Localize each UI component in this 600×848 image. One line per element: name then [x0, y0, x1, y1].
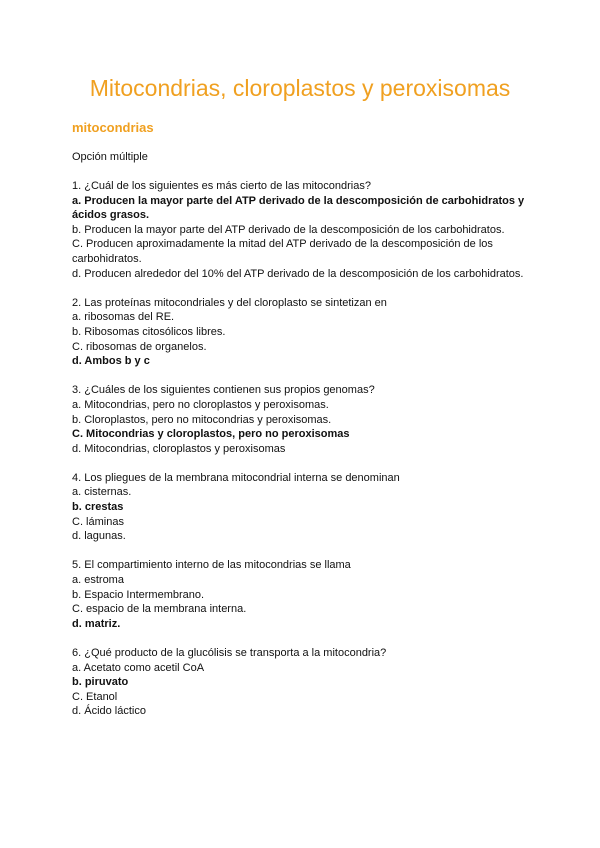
question-text: 4. Los pliegues de la membrana mitocondrial interna se denominan	[72, 471, 400, 484]
answer-option: b. Cloroplastos, pero no mitocondrias y peroxisomas.	[72, 413, 332, 426]
correct-answer-option: C. Mitocondrias y cloroplastos, pero no peroxisomas	[72, 428, 350, 441]
correct-answer-option: a. Producen la mayor parte del ATP derivado de la descomposición de carbohidratos y ácidos grasos.	[72, 194, 528, 222]
question-block	[72, 179, 532, 281]
answer-option: b. Producen la mayor parte del ATP derivado de la descomposición de los carbohidratos.	[72, 223, 505, 236]
answer-option: C. láminas	[72, 515, 124, 528]
answer-option: a. Acetato como acetil CoA	[72, 661, 205, 674]
question-block	[72, 383, 532, 456]
question-text: 2. Las proteínas mitocondriales y del cloroplasto se sintetizan en	[72, 296, 387, 309]
correct-answer-option: d. matriz.	[72, 617, 121, 630]
answer-option: C. Etanol	[72, 690, 118, 703]
question-text: 3. ¿Cuáles de los siguientes contienen sus propios genomas?	[72, 384, 375, 397]
answer-option: b. Ribosomas citosólicos libres.	[72, 325, 226, 338]
answer-option: a. estroma	[72, 574, 124, 587]
question-text: 6. ¿Qué producto de la glucólisis se transporta a la mitocondria?	[72, 647, 387, 659]
correct-answer-option: b. crestas	[72, 501, 124, 514]
answer-option: d. Mitocondrias, cloroplastos y peroxisomas	[72, 442, 286, 455]
question-block	[72, 471, 532, 544]
answer-option: C. espacio de la membrana interna.	[72, 603, 247, 616]
question-block	[72, 646, 532, 719]
section-intro: Opción múltiple	[72, 151, 148, 163]
answer-option: d. Producen alrededor del 10% del ATP derivado de la descomposición de los carbohidratos.	[72, 267, 524, 280]
answer-option: d. Ácido láctico	[72, 705, 146, 718]
question-list	[72, 179, 532, 734]
section-heading: mitocondrias	[72, 120, 154, 135]
answer-option: C. ribosomas de organelos.	[72, 340, 207, 353]
question-text: 5. El compartimiento interno de las mitocondrias se llama	[72, 559, 351, 572]
document-title: Mitocondrias, cloroplastos y peroxisomas	[89, 75, 511, 101]
answer-option: a. Mitocondrias, pero no cloroplastos y peroxisomas.	[72, 398, 329, 411]
question-block	[72, 296, 532, 369]
correct-answer-option: b. piruvato	[72, 676, 129, 689]
answer-option: d. lagunas.	[72, 530, 126, 543]
correct-answer-option: d. Ambos b y c	[72, 355, 150, 368]
answer-option: C. Producen aproximadamente la mitad del ATP derivado de la descomposición de los carbohidratos.	[72, 238, 496, 265]
answer-option: b. Espacio Intermembrano.	[72, 588, 205, 601]
question-block	[72, 558, 532, 631]
answer-option: a. cisternas.	[72, 486, 132, 499]
question-text: 1. ¿Cuál de los siguientes es más cierto de las mitocondrias?	[72, 180, 371, 192]
answer-option: a. ribosomas del RE.	[72, 311, 175, 324]
